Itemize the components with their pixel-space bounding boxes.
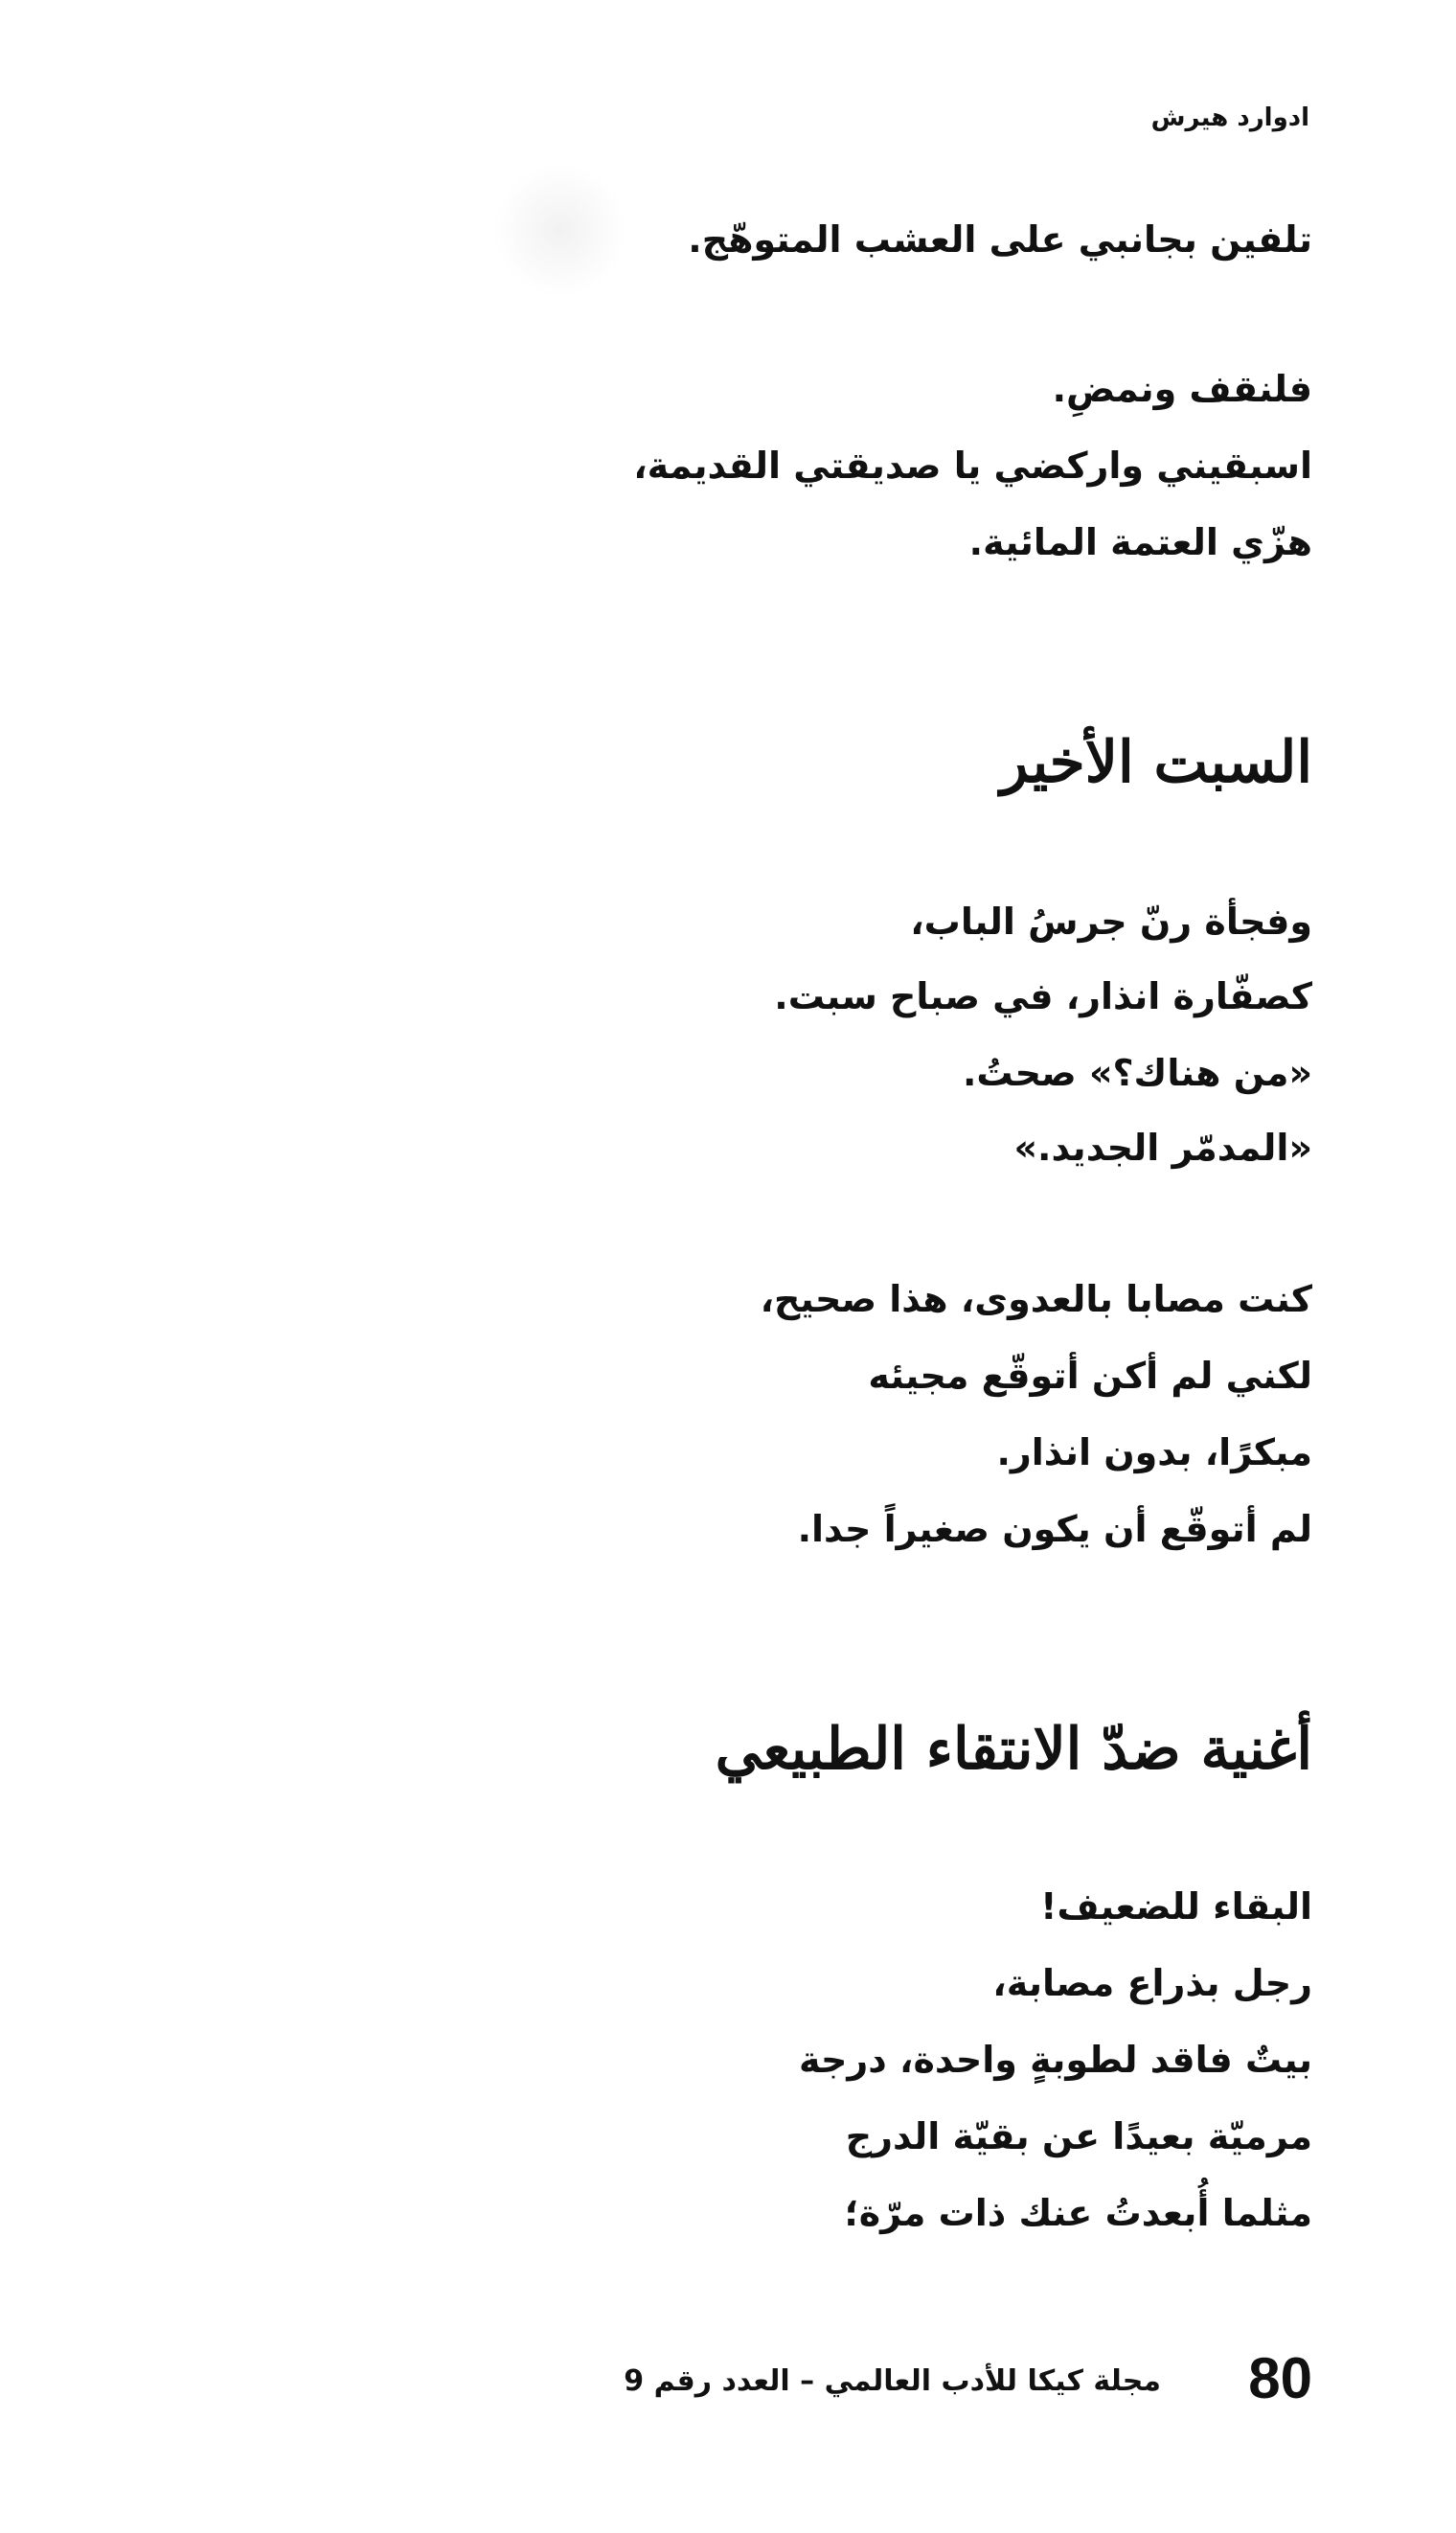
poem1-line-4: هزّي العتمة المائية. [968, 521, 1312, 563]
paper-smudge [493, 163, 627, 297]
poem3-line-3: بيتٌ فاقد لطوبةٍ واحدة، درجة [799, 2039, 1312, 2081]
poem2-line-3: «من هناك؟» صحتُ. [962, 1052, 1312, 1094]
poem2-line-4: «المدمّر الجديد.» [1013, 1127, 1312, 1169]
poem1-line-1: تلفين بجانبي على العشب المتوهّج. [688, 218, 1312, 261]
page-number: 80 [1248, 2346, 1312, 2410]
footer-magazine-title: مجلة كيكا للأدب العالمي – العدد رقم 9 [624, 2364, 1161, 2398]
poem3-line-5: مثلما أُبعدتُ عنك ذات مرّة؛ [844, 2192, 1312, 2234]
poem2-line-1: وفجأة رنّ جرسُ الباب، [910, 901, 1312, 943]
poem2-line-6: لكني لم أكن أتوقّع مجيئه [868, 1355, 1312, 1397]
poem2-line-2: كصفّارة انذار، في صباح سبت. [774, 975, 1312, 1017]
poem1-line-3: اسبقيني واركضي يا صديقتي القديمة، [633, 445, 1312, 487]
poem2-line-5: كنت مصابا بالعدوى، هذا صحيح، [760, 1278, 1312, 1320]
poem3-title: أغنية ضدّ الانتقاء الطبيعي [715, 1716, 1312, 1783]
poem2-title: السبت الأخير [1000, 729, 1312, 796]
running-header-author: ادوارد هيرش [1150, 103, 1309, 132]
poem2-line-8: لم أتوقّع أن يكون صغيراً جدا. [797, 1508, 1312, 1550]
poem3-line-2: رجل بذراع مصابة، [992, 1962, 1312, 2004]
poem3-line-1: البقاء للضعيف! [1040, 1885, 1312, 1928]
poem3-line-4: مرميّة بعيدًا عن بقيّة الدرج [845, 2115, 1312, 2157]
poem1-line-2: فلنقف ونمضِ. [1052, 368, 1312, 410]
poem2-line-7: مبكرًا، بدون انذار. [996, 1431, 1312, 1473]
